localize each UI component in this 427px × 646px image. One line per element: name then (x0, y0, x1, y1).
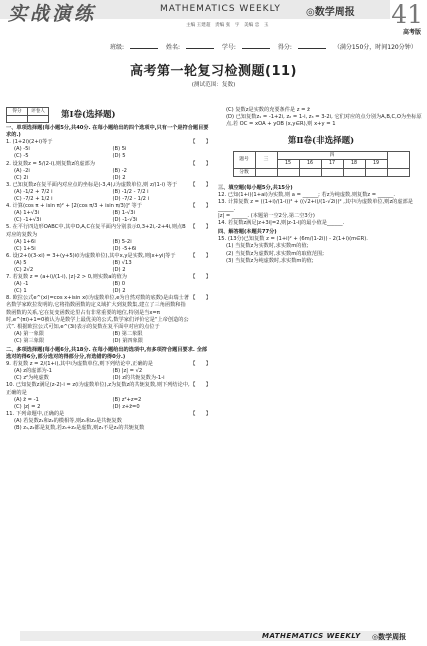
name-label: 姓名: (165, 44, 180, 51)
question-stem: 6. 设(2+i)(3-xi) = 3+(y+5)i(i为虚数单位),其中x,y是实数,则|x+yi|等于 (6, 252, 176, 259)
page-header (0, 0, 427, 38)
question-item (6, 382, 211, 410)
option[interactable]: (B) 5-2i (112, 238, 132, 245)
option[interactable]: (D) -7/2 - 1/2 i (112, 196, 150, 203)
grader-box (6, 107, 49, 123)
option[interactable]: (C) z²为纯虚数 (14, 375, 49, 382)
option[interactable]: (C) -5 (14, 153, 29, 160)
part1-title: 第Ⅰ卷(选择题) (61, 109, 116, 120)
option-list (6, 239, 211, 253)
class-blank[interactable] (130, 48, 158, 49)
class-label: 班级: (110, 44, 125, 51)
exam-note: （满分150分，时间120分钟） (333, 44, 417, 51)
option[interactable]: (D) z+z̄=0 (112, 403, 140, 410)
part2-title: 第Ⅱ卷(非选择题) (287, 136, 355, 147)
table-qnum: 19 (365, 160, 387, 168)
table-header-part3: 三 (255, 152, 277, 168)
score-cell[interactable] (277, 168, 299, 176)
table-header-part4: 四 (277, 152, 387, 160)
fill-question-12: 12. 已知(1+i)(1+ai)为实数,则 a = ______; 若z为纯虚数,则复数z = ______. (218, 191, 396, 198)
test-scope: (测试范围：复数) (191, 82, 236, 88)
question-stem: 2. 设复数z = 5/(2-i),则复数z的虚部为 (6, 160, 95, 167)
option[interactable]: (A) 1+6i (14, 238, 36, 245)
option[interactable]: (B) √13 (112, 259, 132, 266)
option-list (6, 168, 211, 182)
question-item (6, 274, 211, 295)
option-list (6, 418, 211, 432)
option[interactable]: (A) -2i (14, 167, 30, 174)
edition-label: 高考版 (402, 29, 421, 36)
banner-title: 实战演练 (8, 3, 97, 25)
option-list (6, 260, 211, 274)
answer-bracket[interactable]: 【 】 (190, 160, 211, 167)
question-line (6, 139, 211, 146)
score-table (233, 151, 410, 176)
option[interactable]: (C) 第三象限 (14, 337, 45, 344)
question-stem: 8. 欧拉公式e^(xi)=cos x+isin x(i为虚数单位,e为自然对数的底数)是由瑞士著名数学家欧拉发明的,它将指数函数的定义域扩大到复数集,建立了三角函数和指数函数的关系,它在复变函数论里占有非常重要的地位,特别是当x=π时,e^(πi)+1=0被认为是数学上最优美的公式,数学家们评价它是“上帝创造的公式”. 根据欧拉公式可知,e^(3i)表示的复数在复平面中对应的点位于 (6, 295, 189, 330)
question-line (6, 274, 211, 281)
score-cell[interactable] (387, 168, 409, 176)
left-column (6, 107, 211, 432)
answer-bracket[interactable]: 【 】 (190, 252, 211, 259)
option[interactable]: (D) -1-√3i (112, 217, 138, 224)
question-line (6, 382, 211, 396)
answer-bracket[interactable]: 【 】 (190, 274, 211, 281)
footer-logo: ◎数学周报 (372, 633, 407, 641)
score-cell[interactable] (343, 168, 365, 176)
option[interactable]: (D) 2 (112, 266, 126, 273)
question-item (6, 203, 211, 224)
question-line (6, 182, 211, 189)
grader-box-header: 评卷人 (28, 108, 49, 116)
answer-bracket[interactable]: 【 】 (190, 295, 211, 302)
answer-bracket[interactable]: 【 】 (190, 139, 211, 146)
option-list (6, 331, 211, 345)
option[interactable]: (C) 2i (14, 174, 29, 181)
option[interactable]: (B) 1-√3i (112, 210, 135, 217)
section3-instructions: 三、填空题(每小题5分,共15分) (218, 184, 293, 191)
score-cell[interactable] (321, 168, 343, 176)
score-cell[interactable] (7, 116, 28, 123)
fill-question-14: 14. 若复数z满足|z+3i|=2,则|z-1-i|的最小值是______. (218, 220, 345, 227)
option[interactable]: (D) 2 (112, 288, 126, 295)
multi-choice-questions (6, 361, 211, 432)
option[interactable]: (D) z的共轭复数为-1-i (112, 375, 165, 382)
option[interactable]: (A) -1 (14, 281, 29, 288)
option-list (6, 281, 211, 295)
option[interactable]: (C) 1+5i (14, 245, 36, 252)
question-item (6, 411, 211, 432)
question-item (6, 253, 211, 274)
option[interactable]: (B) 0 (112, 281, 126, 288)
section4-instructions: 四、解答题(本题共77分) (218, 229, 277, 236)
table-qnum: 18 (343, 160, 365, 168)
student-info-line (110, 42, 423, 51)
table-qnum: 16 (299, 160, 321, 168)
answer-bracket[interactable]: 【 】 (190, 203, 211, 210)
q11-continued (218, 107, 424, 128)
question-stem: 1. (1+2i)(2+i)等于 (6, 139, 53, 146)
option[interactable]: (A) 5 (14, 259, 27, 266)
table-header-total (387, 152, 409, 168)
table-score-label: 分数 (233, 168, 255, 176)
option[interactable]: (B) |z| = √2 (112, 368, 143, 375)
question-line (6, 253, 211, 260)
name-blank[interactable] (186, 48, 214, 49)
answer-bracket[interactable]: 【 】 (190, 181, 211, 188)
question-stem: 11. 下列命题中,正确的是 (6, 410, 65, 417)
score-cell[interactable] (299, 168, 321, 176)
option-list (6, 210, 211, 224)
question-item (6, 139, 211, 160)
banner-weekly: MATHEMATICS WEEKLY (160, 4, 281, 14)
option: (C) 复数z是实数的充要条件是 z = z̄ (226, 107, 310, 113)
page-footer (0, 631, 427, 646)
answer-bracket[interactable]: 【 】 (190, 224, 211, 231)
option-list (6, 368, 211, 382)
option[interactable]: (A) 第一象限 (14, 330, 44, 337)
option[interactable]: (A) 1+√3i (14, 210, 39, 217)
answer-bracket[interactable]: 【 】 (190, 382, 211, 389)
answer-bracket[interactable]: 【 】 (190, 410, 211, 417)
option[interactable]: (A) z的虚部为-1 (14, 368, 52, 375)
footer-weekly: MATHEMATICS WEEKLY (262, 632, 361, 640)
score-label: 得分: (277, 44, 292, 51)
option[interactable]: (B) z²+z=2 (112, 396, 142, 403)
score-cell[interactable] (255, 168, 277, 176)
grader-cell[interactable] (28, 116, 49, 123)
question-item (6, 182, 211, 203)
option[interactable]: (A) -1/2 + 7/2 i (14, 188, 53, 195)
option[interactable]: (D) 5 (112, 153, 126, 160)
question-item (6, 224, 211, 252)
option[interactable]: (B) 5i (112, 146, 127, 153)
table-qnum: 15 (277, 160, 299, 168)
option-list (6, 146, 211, 160)
question-15: 15. (13分)已知复数 z = (1+i)² + (6m/(1-2i)) - 2(1+i)(m∈R). (218, 236, 368, 243)
question-line (6, 411, 211, 418)
option[interactable]: (B) z₁,z₂都是复数,若z₁+z₂是虚数,则z₁不是z₂的共轭复数 (14, 425, 145, 432)
table-qnum: 17 (321, 160, 343, 168)
section2-instructions: 二、多项选择题(每小题6分,共18分. 在每小题给出的选项中,有多项符合题目要求. 全部选对的得6分,部分选对的得部分分,有选错的得0分.) (6, 347, 208, 361)
option[interactable]: (A) z̄ = -1 (14, 396, 39, 403)
option: (D) 已知复数z₁ = -1+2i, z₂ = 1-i, z₃ = 3-2i, 它们对应的点分别为A,B,C,O为坐标原点,若 OC = xOA + yOB (x,y∈R),则 x+y = 1 (226, 114, 422, 128)
fill-question-13: 13. 计算复数 z = ((1+i)/(1-i))⁴ + ((√2+i)/(1-√2i))² ,其中i为虚数单位,则z的虚部是______. (218, 198, 413, 212)
id-blank[interactable] (242, 48, 270, 49)
question-stem: 7. 若复数 z = (a+i)/(1-i), |z|·2 > 0,则实数a的值为 (6, 274, 127, 281)
score-blank[interactable] (298, 48, 326, 49)
option[interactable]: (D) 第四象限 (112, 337, 143, 344)
question-stem: 10. 已知复数z满足(z-2)·i = z(i为虚数单位),z为复数z的共轭复数,则下列结论中,正确的是 (6, 382, 190, 396)
option-list (6, 397, 211, 411)
part1-header (6, 107, 211, 123)
option[interactable]: (A) 若复数z₁和z₂的模相等,则z₁和z₂是共轭复数 (14, 417, 122, 424)
section1-instructions: 一、单项选择题(每小题5分,共40分. 在每小题给出的四个选项中,只有一个是符合题目要求的.) (6, 125, 209, 139)
question-item (6, 295, 211, 345)
question-item (6, 361, 211, 382)
table-header-qnum: 题号 (233, 152, 255, 168)
header-banner (0, 0, 390, 25)
option[interactable]: (C) 1 (14, 288, 27, 295)
question-stem: 9. 若复数 z = 2/(1+i),其中i为虚数单位,则下列结论中,正确的是 (6, 361, 153, 368)
question-stem: 3. 已知复数z在复平面内对应点的坐标是(-3,4),i为虚数单位,则 z/(1-i) 等于 (6, 181, 178, 188)
page-title: 高考第一轮复习检测题(11) (130, 64, 297, 79)
option[interactable]: (C) -1+√3i (14, 217, 41, 224)
q15-part-3: (3) 当复数z为纯虚数时,求实数m的值; (226, 257, 314, 264)
option-list (6, 189, 211, 203)
option[interactable]: (C) -7/2 + 1/2 i (14, 196, 53, 203)
fill-question-13-tail: |z| = ______. (本题第一空2分,第二空3分) (218, 213, 315, 220)
option[interactable]: (B) -2 (112, 167, 127, 174)
score-box-header: 得分 (7, 108, 28, 116)
question-line (6, 161, 211, 168)
question-line (6, 295, 211, 330)
option[interactable]: (C) |z| = 2 (14, 403, 41, 410)
staff-credits: 主编 王建超 责编 张 宇 美编 忠 玉 (186, 23, 269, 28)
single-choice-questions (6, 139, 211, 345)
option[interactable]: (D) 2 (112, 174, 126, 181)
question-stem: 4. 计算(cos π + isin π)² + [2(cos π/3 + isin π/3)]² 等于 (6, 203, 142, 210)
q15-part-2: (2) 当复数z为虚数时,求实数m的取值范围; (226, 250, 324, 257)
option[interactable]: (C) 2√2 (14, 266, 34, 273)
option[interactable]: (B) -1/2 - 7/2 i (112, 188, 149, 195)
right-column (218, 107, 424, 265)
score-cell[interactable] (365, 168, 387, 176)
option[interactable]: (A) -5i (14, 146, 30, 153)
option[interactable]: (B) 第二象限 (112, 330, 143, 337)
answer-bracket[interactable]: 【 】 (190, 361, 211, 368)
question-stem: 5. 在平行四边形OABC中,其中O,A,C在复平面内分别表示0,3+2i,-2+4i,则点B对应的复数为 (6, 224, 186, 238)
issue-number: 41 (391, 0, 423, 29)
option[interactable]: (D) -5+6i (112, 245, 137, 252)
question-line (6, 224, 211, 238)
question-item (6, 161, 211, 182)
q15-part-1: (1) 当复数z为实数时,求实数m的值; (226, 243, 309, 250)
newspaper-logo: ◎数学周报 (306, 7, 355, 18)
id-label: 学号: (221, 44, 236, 51)
